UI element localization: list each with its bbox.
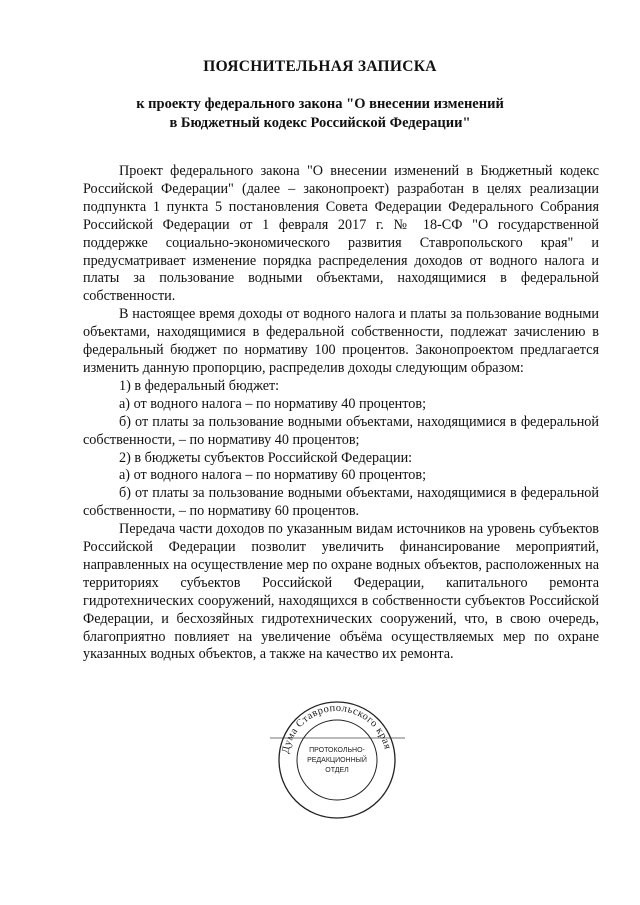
list-item-regional-budgets: 2) в бюджеты субъектов Российской Федерации: [119, 449, 413, 466]
document-subtitle [0, 95, 640, 133]
stamp-seal [270, 700, 405, 820]
document-body [83, 163, 599, 664]
list-item-federal-water-tax: а) от водного налога – по нормативу 40 процентов; [119, 395, 427, 412]
subtitle-line-1: к проекту федерального закона "О внесении изменений [136, 96, 504, 112]
list-item-federal-water-fee: б) от платы за пользование водными объектами, находящимися в федеральной собственности, – по нормативу 40 процентов; [83, 413, 599, 448]
stamp-inner-line-3: ОТДЕЛ [325, 767, 349, 774]
paragraph-current-state: В настоящее время доходы от водного налога и платы за пользование водными объектами, находящимися в федеральной собственности, подлежат зачислению в федеральный бюджет по нормативу 100 процентов. Законопроектом предлагается изменить данную пропорцию, распределив доходы следующим образом: [83, 306, 599, 376]
document-title: ПОЯСНИТЕЛЬНАЯ ЗАПИСКА [203, 58, 437, 75]
list-item-regional-water-tax: а) от водного налога – по нормативу 60 процентов; [119, 467, 427, 484]
list-item-regional-water-fee: б) от платы за пользование водными объектами, находящимися в федеральной собственности, – по нормативу 60 процентов. [83, 485, 599, 520]
subtitle-line-2: в Бюджетный кодекс Российской Федерации" [169, 115, 471, 131]
paragraph-intro: Проект федерального закона "О внесении изменений в Бюджетный кодекс Российской Федерации" (далее – законопроект) разработан в целях реализации подпункта 1 пункта 5 постановления Совета Федерации Федерального Собрания Российской Федерации от 1 февраля 2017 г. № 18-СФ "О государственной поддержке социально-экономического развития Ставропольского края" и предусматривает изменение порядка распределения доходов от водного налога и платы за пользование водными объектами, находящимися в федеральной собственности. [83, 163, 599, 305]
stamp-inner-line-2: РЕДАКЦИОННЫЙ [307, 757, 367, 764]
stamp-inner-line-1: ПРОТОКОЛЬНО- [309, 747, 365, 754]
stamp-ring-text: Дума Ставропольского края [280, 702, 393, 755]
paragraph-conclusion: Передача части доходов по указанным видам источников на уровень субъектов Российской Федерации позволит увеличить финансирование мероприятий, направленных на осуществление мер по охране водных объектов, расположенных на территориях субъектов Российской Федерации, капитального ремонта гидротехнических сооружений, находящихся в собственности субъектов Российской Федерации, и бесхозяйных гидротехнических сооружений, что, в свою очередь, благоприятно повлияет на увеличение объёма осуществляемых мер по охране указанных водных объектов, а также на качество их ремонта. [83, 521, 599, 663]
list-item-federal-budget: 1) в федеральный бюджет: [119, 377, 280, 394]
